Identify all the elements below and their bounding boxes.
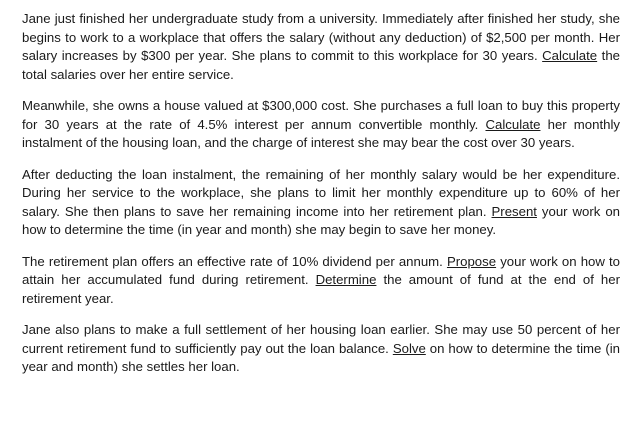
paragraph-housing-loan [22, 97, 620, 153]
paragraph-text: the amount of fund at the end of her retirement year. [22, 272, 620, 306]
instruction-keyword: Calculate [542, 48, 598, 63]
paragraph-text: Jane just finished her undergraduate study from a university. Immediately after finished her study, she begins to work to a workplace that offers the salary (without any deduction) of $2,500 per month. Her salary increases by $300 per year. She plans to commit to this workplace for 30 years. [22, 11, 620, 63]
paragraph-text: Meanwhile, she owns a house valued at $300,000 cost. She purchases a full loan to buy this property for 30 years at the rate of 4.5% interest per annum convertible monthly. [22, 98, 620, 132]
paragraph-text: The retirement plan offers an effective rate of 10% dividend per annum. [22, 253, 447, 269]
paragraph-loan-settlement [22, 321, 620, 377]
paragraph-text: the total salaries over her entire service. [22, 48, 620, 82]
paragraph-text: your work on how to attain her accumulated fund during retirement. [22, 253, 620, 287]
paragraph-text: her monthly instalment of the housing loan, and the charge of interest she may bear the cost over 30 years. [22, 116, 620, 150]
paragraph-retirement-plan [22, 253, 620, 309]
paragraph-salary [22, 10, 620, 84]
document-body [22, 10, 620, 390]
instruction-keyword: Present [491, 203, 537, 219]
instruction-keyword: Solve [392, 340, 426, 356]
instruction-keyword: Calculate [485, 116, 541, 132]
paragraph-text: Jane also plans to make a full settlement of her housing loan earlier. She may use 50 percent of her current retirement fund to sufficiently pay out the loan balance. [22, 322, 620, 356]
paragraph-text: on how to determine the time (in year and month) she settles her loan. [22, 340, 620, 374]
paragraph-text: your work on how to determine the time (in year and month) she may begin to save her money. [22, 203, 620, 237]
paragraph-expenditure [22, 166, 620, 240]
instruction-keyword: Propose [446, 253, 497, 269]
instruction-keyword: Determine [315, 272, 377, 287]
paragraph-text: After deducting the loan instalment, the remaining of her monthly salary would be her expenditure. During her service to the workplace, she plans to limit her monthly expenditure up to 60% of her salary. She then plans to save her remaining income into her retirement plan. [22, 166, 620, 219]
